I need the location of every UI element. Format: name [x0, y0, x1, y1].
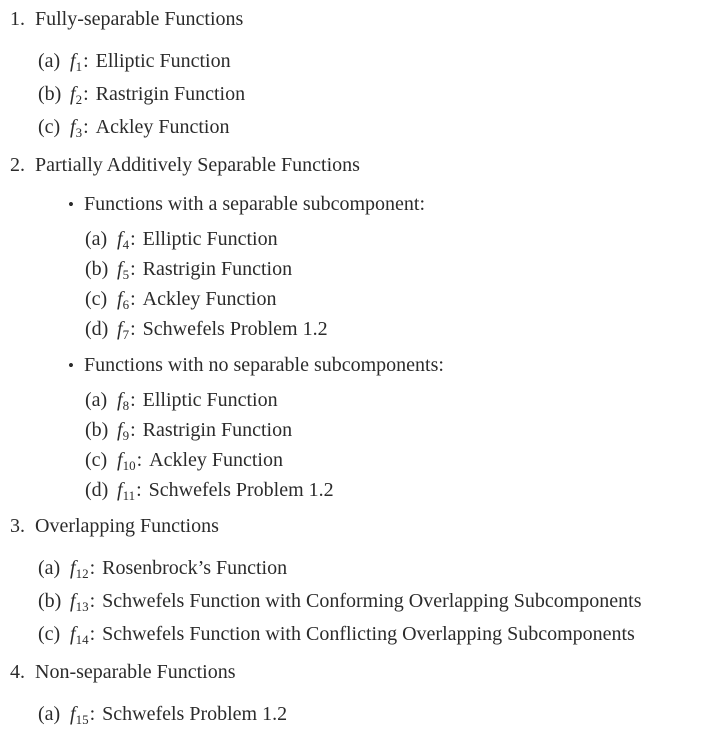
list-item — [0, 224, 709, 254]
section — [0, 513, 709, 651]
function-subscript: 6 — [122, 297, 130, 312]
function-subscript: 3 — [75, 125, 83, 140]
item-label: (b) — [85, 419, 109, 441]
bullet-group — [0, 191, 709, 344]
items-block — [0, 45, 709, 144]
function-symbol — [70, 116, 89, 138]
function-name: Schwefels Problem 1.2 — [102, 703, 288, 725]
function-name: Schwefels Problem 1.2 — [142, 318, 328, 340]
function-symbol — [117, 449, 142, 471]
group-heading: Functions with no separable subcomponents: — [84, 354, 444, 376]
bullet-icon: • — [68, 195, 74, 214]
function-symbol — [70, 703, 95, 725]
function-name: Schwefels Function with Conforming Overlapping Subcomponents — [102, 590, 642, 612]
function-subscript: 7 — [122, 327, 130, 342]
function-symbol-letter: f — [70, 703, 76, 725]
separator-colon: : — [83, 50, 89, 72]
section-title: Fully-separable Functions — [35, 8, 244, 30]
function-name: Rastrigin Function — [142, 419, 293, 441]
function-name: Rastrigin Function — [95, 83, 246, 105]
function-subscript: 2 — [75, 92, 83, 107]
function-symbol-letter: f — [117, 258, 123, 280]
function-subscript: 15 — [75, 712, 89, 727]
item-label: (a) — [85, 389, 108, 411]
function-symbol-letter: f — [117, 288, 123, 310]
function-subscript: 1 — [75, 59, 83, 74]
function-symbol-letter: f — [117, 228, 123, 250]
section-number: 4. — [10, 661, 25, 683]
item-label: (c) — [85, 288, 108, 310]
function-symbol-letter: f — [70, 116, 76, 138]
section-number: 2. — [10, 154, 25, 176]
function-symbol — [117, 288, 136, 310]
list-item — [0, 415, 709, 445]
group-heading: Functions with a separable subcomponent: — [84, 193, 426, 215]
function-taxonomy-list — [0, 6, 709, 731]
list-item — [0, 314, 709, 344]
section-number: 3. — [10, 515, 25, 537]
function-name: Elliptic Function — [142, 389, 278, 411]
function-symbol — [70, 623, 95, 645]
item-label: (a) — [38, 557, 61, 579]
section — [0, 152, 709, 505]
function-name: Elliptic Function — [95, 50, 231, 72]
list-item — [0, 284, 709, 314]
items-block — [0, 552, 709, 651]
function-symbol — [117, 389, 136, 411]
function-subscript: 5 — [122, 267, 130, 282]
function-name: Ackley Function — [149, 449, 283, 471]
function-symbol — [117, 419, 136, 441]
item-label: (c) — [38, 623, 61, 645]
list-item — [0, 78, 709, 111]
function-symbol — [117, 318, 136, 340]
list-item — [0, 585, 709, 618]
bullet-group-heading — [0, 191, 709, 218]
function-subscript: 14 — [75, 632, 89, 647]
list-item — [0, 698, 709, 731]
section-heading — [0, 6, 709, 33]
function-symbol — [117, 258, 136, 280]
list-item — [0, 475, 709, 505]
separator-colon: : — [89, 623, 96, 645]
function-symbol-letter: f — [117, 419, 123, 441]
section-title: Partially Additively Separable Functions — [35, 154, 360, 176]
function-symbol-letter: f — [70, 623, 76, 645]
item-label: (b) — [38, 590, 62, 612]
function-name: Schwefels Function with Conflicting Overlapping Subcomponents — [102, 623, 635, 645]
function-symbol — [70, 50, 89, 72]
separator-colon: : — [89, 703, 96, 725]
item-label: (a) — [85, 228, 108, 250]
item-label: (b) — [38, 83, 62, 105]
function-name: Elliptic Function — [142, 228, 278, 250]
function-subscript: 8 — [122, 398, 130, 413]
separator-colon: : — [130, 389, 136, 411]
separator-colon: : — [130, 288, 136, 310]
function-name: Rosenbrock’s Function — [102, 557, 288, 579]
list-item — [0, 111, 709, 144]
function-name: Schwefels Problem 1.2 — [148, 479, 334, 501]
section-title: Non-separable Functions — [35, 661, 236, 683]
separator-colon: : — [130, 258, 136, 280]
separator-colon: : — [89, 557, 96, 579]
function-name: Ackley Function — [142, 288, 277, 310]
function-subscript: 4 — [122, 237, 130, 252]
item-label: (c) — [85, 449, 108, 471]
separator-colon: : — [130, 318, 136, 340]
list-item — [0, 445, 709, 475]
function-symbol — [117, 479, 142, 501]
item-label: (d) — [85, 318, 109, 340]
bullet-group-heading — [0, 352, 709, 379]
function-symbol — [70, 590, 95, 612]
section-number: 1. — [10, 8, 25, 30]
separator-colon: : — [83, 116, 89, 138]
function-symbol-letter: f — [117, 479, 123, 501]
list-item — [0, 45, 709, 78]
section-heading — [0, 659, 709, 686]
section-heading — [0, 513, 709, 540]
function-subscript: 13 — [75, 599, 89, 614]
function-symbol-letter: f — [70, 50, 76, 72]
bullet-icon: • — [68, 356, 74, 375]
separator-colon: : — [130, 419, 136, 441]
function-symbol — [117, 228, 136, 250]
function-subscript: 10 — [122, 458, 136, 473]
function-subscript: 9 — [122, 428, 130, 443]
function-name: Rastrigin Function — [142, 258, 293, 280]
item-label: (c) — [38, 116, 61, 138]
separator-colon: : — [83, 83, 89, 105]
function-symbol — [70, 557, 95, 579]
list-item — [0, 385, 709, 415]
function-symbol-letter: f — [117, 318, 123, 340]
function-name: Ackley Function — [95, 116, 230, 138]
function-symbol-letter: f — [117, 389, 123, 411]
function-symbol-letter: f — [70, 590, 76, 612]
separator-colon: : — [130, 228, 136, 250]
function-subscript: 12 — [75, 566, 89, 581]
function-subscript: 11 — [122, 488, 136, 503]
function-symbol-letter: f — [117, 449, 123, 471]
items-block — [0, 698, 709, 731]
item-label: (a) — [38, 703, 61, 725]
section — [0, 659, 709, 731]
separator-colon: : — [89, 590, 96, 612]
item-label: (d) — [85, 479, 109, 501]
function-symbol — [70, 83, 89, 105]
item-label: (b) — [85, 258, 109, 280]
function-symbol-letter: f — [70, 83, 76, 105]
section-heading — [0, 152, 709, 179]
list-item — [0, 552, 709, 585]
section — [0, 6, 709, 144]
list-item — [0, 618, 709, 651]
list-item — [0, 254, 709, 284]
separator-colon: : — [136, 449, 143, 471]
function-symbol-letter: f — [70, 557, 76, 579]
bullet-group — [0, 352, 709, 505]
separator-colon: : — [136, 479, 142, 501]
item-label: (a) — [38, 50, 61, 72]
section-title: Overlapping Functions — [35, 515, 219, 537]
